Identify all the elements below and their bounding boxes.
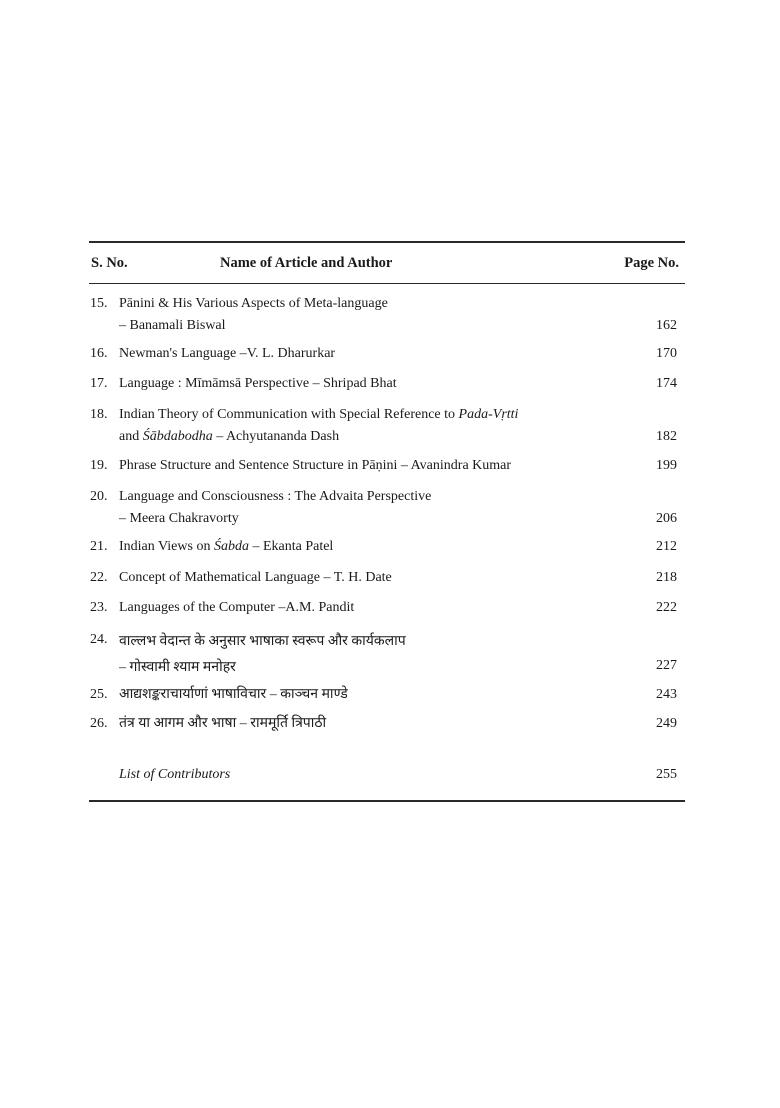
- header-rule: [89, 283, 685, 284]
- page-number: 199: [656, 458, 677, 473]
- header-page: Page No.: [624, 255, 679, 271]
- page-number: 218: [656, 570, 677, 585]
- page-number: 212: [656, 539, 677, 554]
- page-number: 170: [656, 346, 677, 361]
- page-number: 222: [656, 600, 677, 615]
- contributors-label: List of Contributors: [119, 767, 231, 782]
- page-number: 162: [656, 318, 677, 333]
- table-of-contents: [89, 241, 685, 284]
- header-sno: S. No.: [91, 255, 128, 271]
- page-number: 243: [656, 687, 677, 702]
- header-row: [89, 243, 685, 273]
- page-number: 206: [656, 511, 677, 526]
- bottom-rule: [89, 800, 685, 802]
- page-number: 255: [656, 767, 677, 782]
- header-name: Name of Article and Author: [220, 255, 393, 271]
- page-number: 227: [656, 658, 677, 673]
- page-number: 249: [656, 716, 677, 731]
- page-number: 174: [656, 376, 677, 391]
- page-number: 182: [656, 429, 677, 444]
